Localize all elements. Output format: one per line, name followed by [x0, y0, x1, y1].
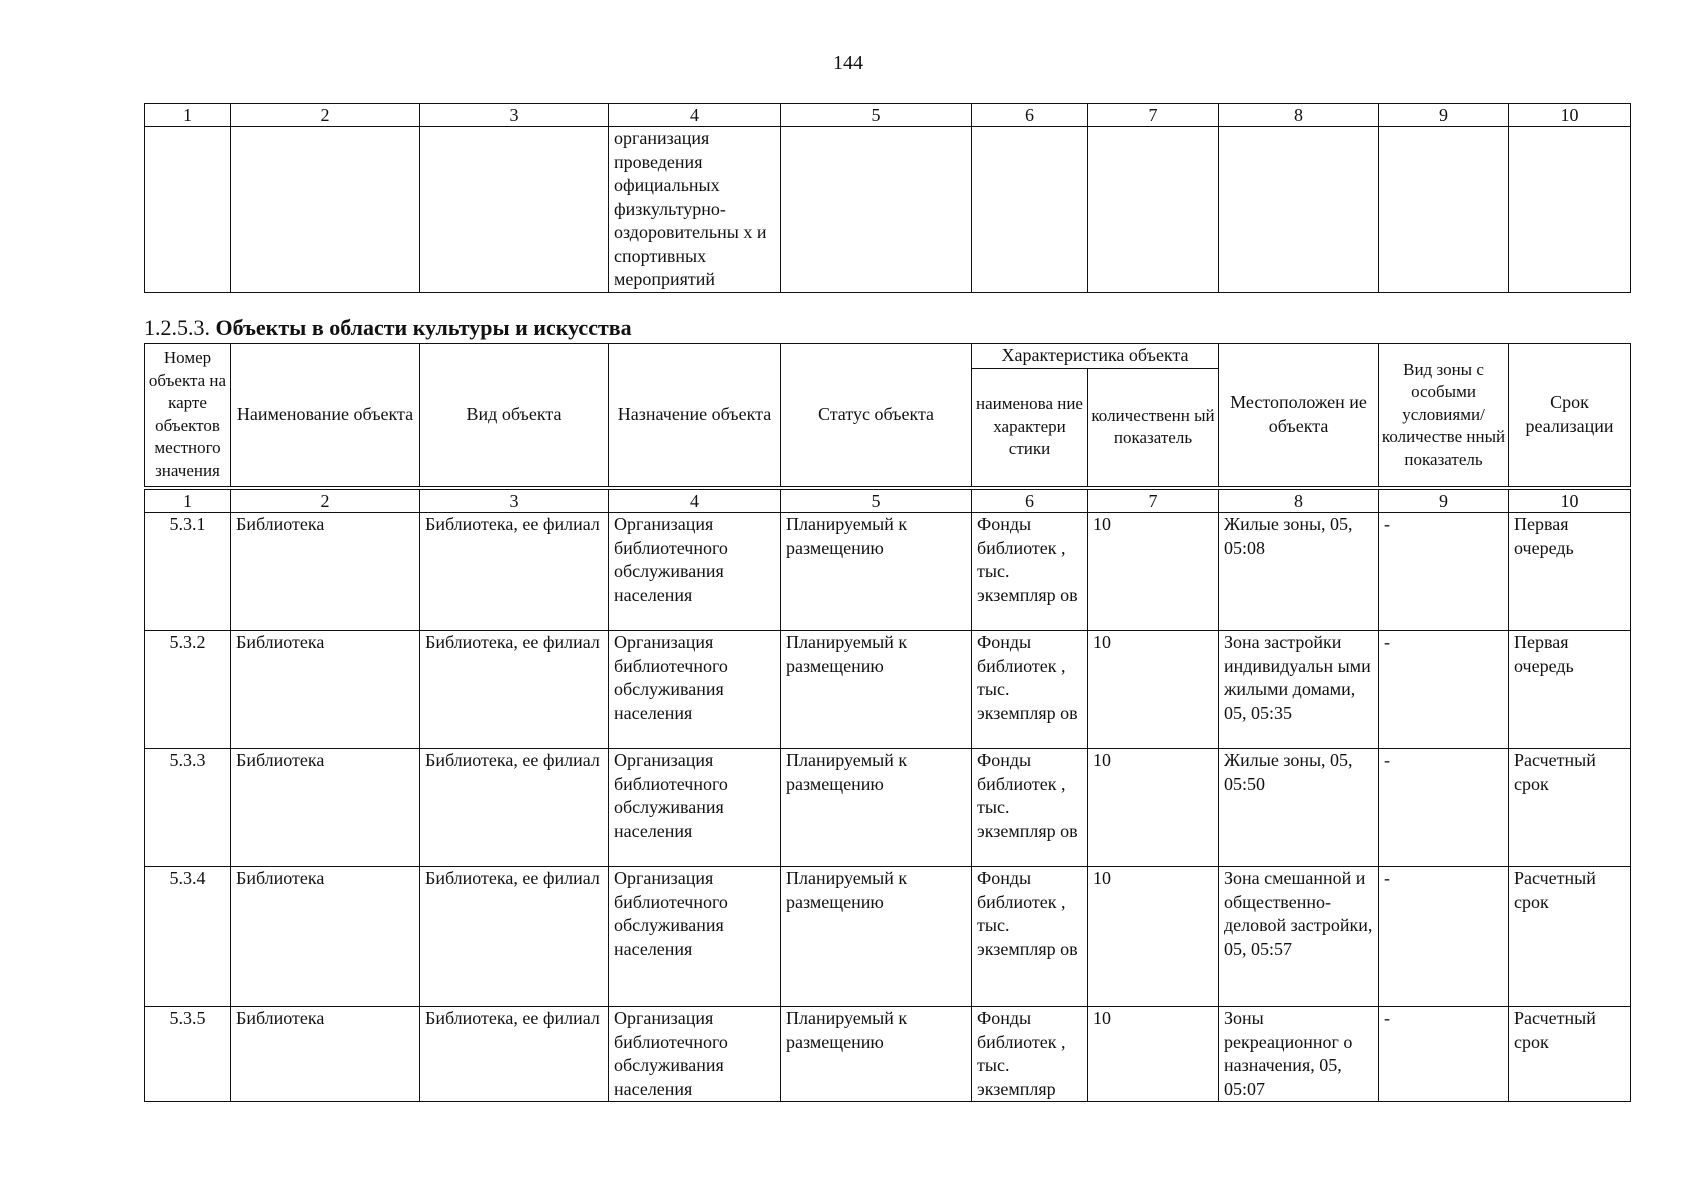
table-cell — [972, 127, 1088, 293]
header-purpose: Назначение объекта — [609, 344, 781, 487]
object-status: Планируемый к размещению — [781, 749, 972, 867]
table-cell — [145, 127, 231, 293]
characteristic-value: 10 — [1088, 867, 1219, 1007]
table-cell — [1509, 127, 1631, 293]
object-name: Библиотека — [231, 867, 420, 1007]
object-number: 5.3.4 — [145, 867, 231, 1007]
object-number: 5.3.2 — [145, 631, 231, 749]
characteristic-value: 10 — [1088, 631, 1219, 749]
header-number: Номер объекта на карте объектов местного значения — [145, 344, 231, 487]
column-number: 7 — [1088, 104, 1219, 127]
zone-value: - — [1379, 631, 1509, 749]
header-term: Срок реализации — [1509, 344, 1631, 487]
purpose-cell: организация проведения официальных физкультурно-оздоровительны х и спортивных мероприятий — [609, 127, 781, 293]
characteristic-name: Фонды библиотек , тыс. экземпляр ов — [972, 867, 1088, 1007]
characteristic-name: Фонды библиотек , тыс. экземпляр — [972, 1007, 1088, 1102]
object-location: Жилые зоны, 05, 05:08 — [1219, 513, 1379, 631]
table-row — [145, 513, 1631, 631]
object-location: Зона застройки индивидуальн ыми жилыми домами, 05, 05:35 — [1219, 631, 1379, 749]
table-row — [145, 867, 1631, 1007]
object-purpose: Организация библиотечного обслуживания населения — [609, 749, 781, 867]
characteristic-value: 10 — [1088, 1007, 1219, 1102]
column-number: 1 — [145, 104, 231, 127]
column-number: 7 — [1088, 490, 1219, 513]
table-row — [145, 1007, 1631, 1102]
table-row — [145, 749, 1631, 867]
object-purpose: Организация библиотечного обслуживания населения — [609, 513, 781, 631]
object-kind: Библиотека, ее филиал — [420, 513, 609, 631]
object-number: 5.3.1 — [145, 513, 231, 631]
column-number: 6 — [972, 104, 1088, 127]
header-location: Местоположен ие объекта — [1219, 344, 1379, 487]
zone-value: - — [1379, 749, 1509, 867]
object-purpose: Организация библиотечного обслуживания населения — [609, 867, 781, 1007]
object-kind: Библиотека, ее филиал — [420, 749, 609, 867]
column-number: 9 — [1379, 104, 1509, 127]
section-title: Объекты в области культуры и искусства — [215, 315, 632, 340]
column-number-row — [145, 104, 1631, 127]
object-status: Планируемый к размещению — [781, 1007, 972, 1102]
characteristic-name: Фонды библиотек , тыс. экземпляр ов — [972, 631, 1088, 749]
object-kind: Библиотека, ее филиал — [420, 631, 609, 749]
table-row — [145, 631, 1631, 749]
column-number: 3 — [420, 490, 609, 513]
continuation-table — [144, 103, 1631, 293]
table-cell — [781, 127, 972, 293]
object-location: Зоны рекреационног о назначения, 05, 05:07 — [1219, 1007, 1379, 1102]
header-characteristic-group: Характеристика объекта — [972, 344, 1219, 369]
column-number-row — [145, 490, 1631, 513]
column-number: 6 — [972, 490, 1088, 513]
zone-value: - — [1379, 867, 1509, 1007]
column-number: 5 — [781, 490, 972, 513]
column-number: 5 — [781, 104, 972, 127]
object-number: 5.3.3 — [145, 749, 231, 867]
header-name: Наименование объекта — [231, 344, 420, 487]
implementation-term: Первая очередь — [1509, 513, 1631, 631]
section-heading — [144, 315, 632, 341]
implementation-term: Расчетный срок — [1509, 749, 1631, 867]
data-table — [144, 489, 1631, 1102]
object-name: Библиотека — [231, 513, 420, 631]
table-cell — [231, 127, 420, 293]
object-purpose: Организация библиотечного обслуживания населения — [609, 1007, 781, 1102]
column-number: 3 — [420, 104, 609, 127]
zone-value: - — [1379, 513, 1509, 631]
column-number: 2 — [231, 104, 420, 127]
object-status: Планируемый к размещению — [781, 867, 972, 1007]
page-number: 144 — [833, 52, 863, 74]
characteristic-name: Фонды библиотек , тыс. экземпляр ов — [972, 513, 1088, 631]
column-number: 4 — [609, 104, 781, 127]
column-number: 8 — [1219, 490, 1379, 513]
characteristic-value: 10 — [1088, 513, 1219, 631]
object-name: Библиотека — [231, 749, 420, 867]
object-status: Планируемый к размещению — [781, 631, 972, 749]
header-kind: Вид объекта — [420, 344, 609, 487]
object-kind: Библиотека, ее филиал — [420, 1007, 609, 1102]
column-number: 9 — [1379, 490, 1509, 513]
object-name: Библиотека — [231, 1007, 420, 1102]
characteristic-value: 10 — [1088, 749, 1219, 867]
object-kind: Библиотека, ее филиал — [420, 867, 609, 1007]
header-zone: Вид зоны с особыми условиями/ количестве нный показатель — [1379, 344, 1509, 487]
table-cell — [1219, 127, 1379, 293]
characteristic-name: Фонды библиотек , тыс. экземпляр ов — [972, 749, 1088, 867]
section-number: 1.2.5.3. — [144, 315, 210, 340]
header-status: Статус объекта — [781, 344, 972, 487]
zone-value: - — [1379, 1007, 1509, 1102]
object-purpose: Организация библиотечного обслуживания населения — [609, 631, 781, 749]
object-location: Зона смешанной и общественно-деловой застройки, 05, 05:57 — [1219, 867, 1379, 1007]
table-cell — [1088, 127, 1219, 293]
implementation-term: Расчетный срок — [1509, 867, 1631, 1007]
table-cell — [1379, 127, 1509, 293]
table-cell — [420, 127, 609, 293]
implementation-term: Расчетный срок — [1509, 1007, 1631, 1102]
header-characteristic-name: наименова ние характери стики — [972, 368, 1088, 486]
table-row — [145, 127, 1631, 293]
object-status: Планируемый к размещению — [781, 513, 972, 631]
object-name: Библиотека — [231, 631, 420, 749]
column-number: 10 — [1509, 490, 1631, 513]
header-characteristic-value: количественн ый показатель — [1088, 368, 1219, 486]
column-number: 10 — [1509, 104, 1631, 127]
column-number: 8 — [1219, 104, 1379, 127]
column-number: 2 — [231, 490, 420, 513]
column-number: 4 — [609, 490, 781, 513]
object-number: 5.3.5 — [145, 1007, 231, 1102]
object-location: Жилые зоны, 05, 05:50 — [1219, 749, 1379, 867]
header-table — [144, 343, 1631, 487]
column-number: 1 — [145, 490, 231, 513]
implementation-term: Первая очередь — [1509, 631, 1631, 749]
